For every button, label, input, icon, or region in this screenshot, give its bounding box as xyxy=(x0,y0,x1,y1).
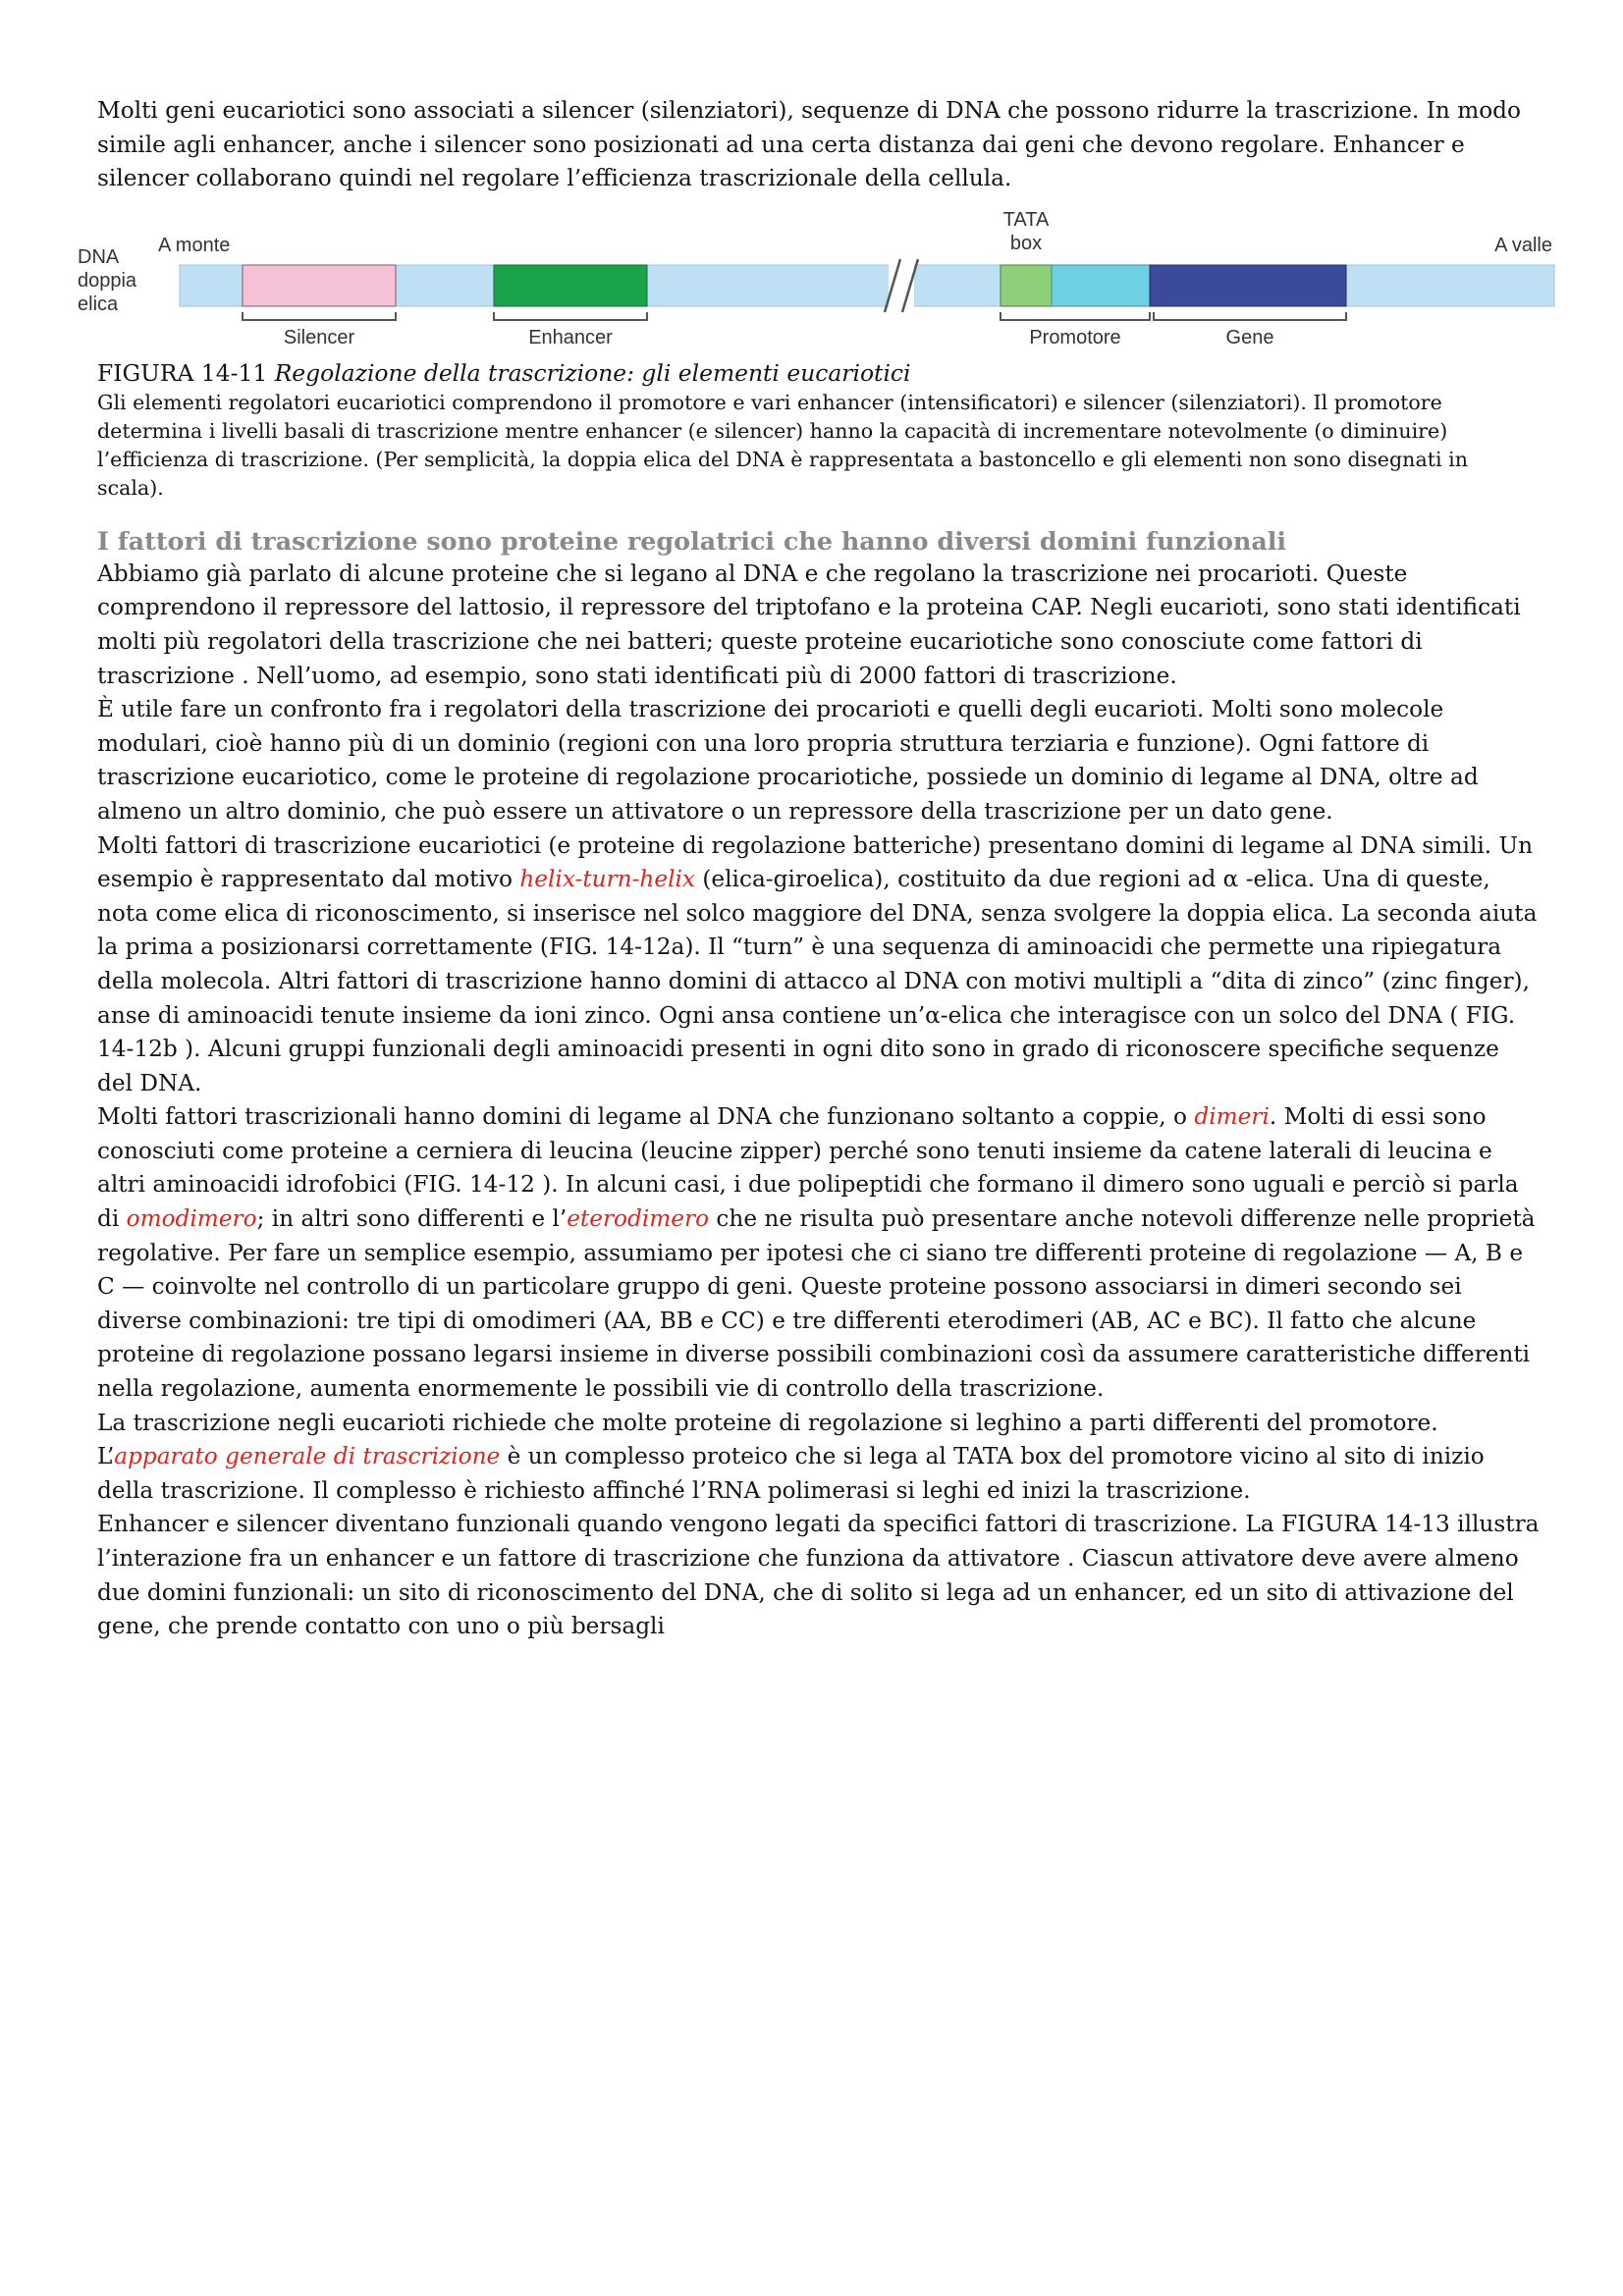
paragraph-1: Abbiamo già parlato di alcune proteine che si legano al DNA e che regolano la trascrizione nei procarioti. Queste comprendono il repressore del lattosio, il repressore del triptofano e la proteina CAP. Negli eucarioti, sono stati identificati molti più regolatori della trascrizione che nei batteri; queste proteine eucariotiche sono conosciute come fattori di trascrizione . Nell’uomo, ad esempio, sono stati identificati più di 2000 fattori di trascrizione. xyxy=(97,560,1521,689)
promoter-label: Promotore xyxy=(1029,326,1121,348)
silencer-segment xyxy=(243,265,396,306)
silencer-label: Silencer xyxy=(283,326,355,348)
paragraph-4: Molti fattori trascrizionali hanno domini di legame al DNA che funzionano soltanto a coppie, o dimeri. Molti di essi sono conosciuti come proteine a cerniera di leucina (leucine zipper) perché sono tenuti insieme da catene laterali di leucina e altri aminoacidi idrofobici (FIG. 14-12 ). In alcuni casi, i due polipeptidi che formano il dimero sono uguali e perciò si parla di omodimero; in altri sono differenti e l’eterodimero che ne risulta può presentare anche notevoli differenze nelle proprietà regolative. Per fare un semplice esempio, assumiamo per ipotesi che ci siano tre differenti proteine di regolazione — A, B e C — coinvolte nel controllo di un particolare gruppo di geni. Queste proteine possono associarsi in dimeri secondo sei diverse combinazioni: tre tipi di omodimeri (AA, BB e CC) e tre differenti eterodimeri (AB, AC e BC). Il fatto che alcune proteine di regolazione possano legarsi insieme in diverse possibili combinazioni così da assumere caratteristiche differenti nella regolazione, aumenta enormemente le possibili vie di controllo della trascrizione. xyxy=(97,1103,1536,1403)
document-page xyxy=(78,94,1552,1644)
enhancer-segment xyxy=(494,265,647,306)
section-title: I fattori di trascrizione sono proteine regolatrici che hanno diversi domini funzionali xyxy=(97,525,1287,556)
term-omodimero: omodimero xyxy=(126,1205,257,1233)
promoter-bracket xyxy=(1001,312,1150,320)
dna-label: DNA doppia elica xyxy=(78,245,137,315)
upstream-label: A monte xyxy=(158,234,231,256)
tata-box-label: TATA box xyxy=(1002,208,1050,254)
term-eterodimero: eterodimero xyxy=(567,1205,710,1233)
enhancer-label: Enhancer xyxy=(528,326,613,348)
term-apparato-generale: apparato generale di trascrizione xyxy=(114,1443,501,1470)
term-helix-turn-helix: helix-turn-helix xyxy=(519,866,695,893)
figure-title xyxy=(97,359,1541,388)
paragraph-2: È utile fare un confronto fra i regolatori della trascrizione dei procarioti e quelli degli eucarioti. Molti sono molecole modulari, cioè hanno più di un dominio (regioni con una loro propria struttura terziaria e funzione). Ogni fattore di trascrizione eucariotico, come le proteine di regolazione procariotiche, possiede un dominio di legame al DNA, oltre ad almeno un altro dominio, che può essere un attivatore o un repressore della trascrizione per un dato gene. xyxy=(97,696,1479,825)
term-dimeri: dimeri xyxy=(1194,1103,1270,1131)
enhancer-bracket xyxy=(494,312,647,320)
dna-diagram-svg xyxy=(78,204,1560,355)
paragraph-6: Enhancer e silencer diventano funzionali quando vengono legati da specifici fattori di trascrizione. La FIGURA 14-13 illustra l’interazione fra un enhancer e un fattore di trascrizione che funziona da attivatore . Ciascun attivatore deve avere almeno due domini funzionali: un sito di riconoscimento del DNA, che di solito si lega ad un enhancer, ed un sito di attivazione del gene, che prende contatto con uno o più bersagli xyxy=(97,1511,1540,1640)
sequence-break-icon xyxy=(885,259,918,312)
silencer-bracket xyxy=(243,312,396,320)
figure-title-italic: Regolazione della trascrizione: gli elementi eucariotici xyxy=(274,358,911,387)
downstream-label: A valle xyxy=(1494,234,1552,256)
gene-bracket xyxy=(1154,312,1346,320)
figure-caption: Gli elementi regolatori eucariotici comprendono il promotore e vari enhancer (intensificatori) e silencer (silenziatori). Il promotore determina i livelli basali di trascrizione mentre enhancer (e silencer) hanno la capacità di incrementare notevolmente (o diminuire) l’efficienza di trascrizione. (Per semplicità, la doppia elica del DNA è rappresentata a bastoncello e gli elementi non sono disegnati in scala). xyxy=(97,390,1468,500)
dna-elements-diagram xyxy=(78,204,1552,355)
intro-paragraph: Molti geni eucariotici sono associati a silencer (silenziatori), sequenze di DNA che possono ridurre la trascrizione. In modo simile agli enhancer, anche i silencer sono posizionati ad una certa distanza dai geni che devono regolare. Enhancer e silencer collaborano quindi nel regolare l’efficienza trascrizionale della cellula. xyxy=(97,97,1521,192)
paragraph-5: La trascrizione negli eucarioti richiede che molte proteine di regolazione si leghino a parti differenti del promotore. L’apparato generale di trascrizione è un complesso proteico che si lega al TATA box del promotore vicino al sito di inizio della trascrizione. Il complesso è richiesto affinché l’RNA polimerasi si leghi ed inizi la trascrizione. xyxy=(97,1409,1485,1504)
promoter-segment xyxy=(1052,265,1150,306)
figure-number: FIGURA 14-11 xyxy=(97,358,275,387)
gene-segment xyxy=(1150,265,1346,306)
gene-label: Gene xyxy=(1225,326,1274,348)
paragraph-3: Molti fattori di trascrizione eucariotici (e proteine di regolazione batteriche) presentano domini di legame al DNA simili. Un esempio è rappresentato dal motivo helix-turn-helix (elica-giroelica), costituito da due regioni ad α -elica. Una di queste, nota come elica di riconoscimento, si inserisce nel solco maggiore del DNA, senza svolgere la doppia elica. La seconda aiuta la prima a posizionarsi correttamente (FIG. 14-12a). Il “turn” è una sequenza di aminoacidi che permette una ripiegatura della molecola. Altri fattori di trascrizione hanno domini di attacco al DNA con motivi multipli a “dita di zinco” (zinc finger), anse di aminoacidi tenute insieme da ioni zinco. Ogni ansa contiene un’α-elica che interagisce con un solco del DNA ( FIG. 14-12b ). Alcuni gruppi funzionali degli aminoacidi presenti in ogni dito sono in grado di riconoscere specifiche sequenze del DNA. xyxy=(97,831,1538,1096)
tata-box-segment xyxy=(1001,265,1052,306)
